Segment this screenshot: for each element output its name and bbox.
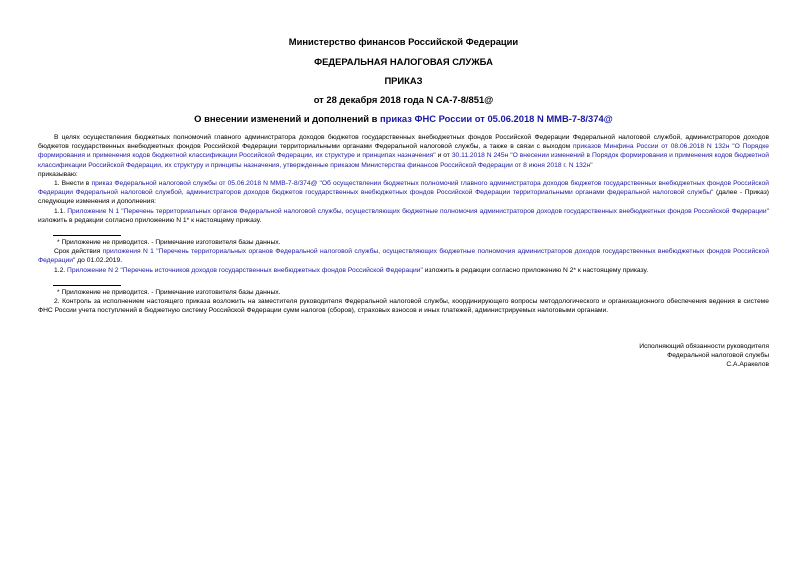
preamble-text-2: и от xyxy=(435,152,452,160)
item-1-2-text-1: 1.2. xyxy=(54,266,68,274)
term-text-1: Срок действия xyxy=(54,248,103,256)
item-1-1-paragraph xyxy=(38,207,769,225)
date-number-heading: от 28 декабря 2018 года N СА-7-8/851@ xyxy=(313,94,494,105)
item-2-paragraph: 2. Контроль за исполнением настоящего приказа возложить на заместителя руководителя Федеральной налоговой службы, координирующего вопросы методологического и организационного обеспечения ведения в системе ФНС России учета поступлений в бюджетную систему Российской Федерации сумм налогов (сборов), страховых взносов и иных платежей, администрируемых налоговыми органами. xyxy=(38,298,769,315)
item-1-text-1: 1. Внести в xyxy=(54,180,92,188)
subject-heading xyxy=(0,113,807,125)
term-text-2: до 01.02.2019. xyxy=(75,257,123,265)
item-1-1-text-2: изложить в редакции согласно приложению N 1* к настоящему приказу. xyxy=(38,216,262,224)
signature-name: С.А.Аракелов xyxy=(726,361,769,369)
preamble-paragraph xyxy=(38,133,769,170)
signature-organization: Федеральной налоговой службы xyxy=(667,352,769,360)
doc-type-heading: ПРИКАЗ xyxy=(384,75,423,86)
document-body xyxy=(38,133,769,315)
item-1-link[interactable]: приказ Федеральной налоговой службы от 05.06.2018 N ММВ-7-8/374@ "Об осуществлении бюджетных полномочий главного администратора доходов бюджетов государственных внебюджетных фондов Российской Федерации Федеральной налоговой службой, администраторов доходов бюджетов государственных внебюджетных фондов Российской Федерации территориальными органами федеральной налоговой службы" xyxy=(38,180,769,197)
preamble-link-2[interactable]: 30.11.2018 N 245н "О внесении изменений в Порядок формирования и применения кодов бюджетной классификации Российской Федерации, их структуру и принципы назначения, утвержденные приказом Министерства финансов Российской Федерации от 8 июня 2018 г. N 132н" xyxy=(38,152,770,169)
signature-block xyxy=(400,342,769,370)
item-1-1-text-1: 1.1. xyxy=(54,207,68,215)
subject-prefix: О внесении изменений и дополнений в xyxy=(194,113,381,124)
ministry-heading: Министерство финансов Российской Федерации xyxy=(288,36,519,47)
term-paragraph xyxy=(38,247,769,265)
footnote-2: * Приложение не приводится. - Примечание изготовителя базы данных. xyxy=(57,288,281,296)
preamble-link-1[interactable]: приказов Минфина России от 08.06.2018 N 132н "О Порядке формирования и применения кодов бюджетной классификации Российской Федерации, их структуре и принципах назначения" xyxy=(38,143,769,160)
footnote-divider-2 xyxy=(53,285,121,286)
item-1-paragraph xyxy=(38,179,769,207)
signature-position: Исполняющий обязанности руководителя xyxy=(639,343,769,350)
item-1-2-link[interactable]: Приложение N 2 "Перечень источников доходов государственных внебюджетных фондов Российской Федерации" xyxy=(67,266,423,274)
item-1-2-paragraph xyxy=(38,266,769,275)
item-1-1-link[interactable]: Приложение N 1 "Перечень территориальных органов Федеральной налоговой службы, осуществляющих бюджетные полномочия администраторов доходов государственных внебюджетных фондов Российской Федерации" xyxy=(67,207,769,215)
service-heading: ФЕДЕРАЛЬНАЯ НАЛОГОВАЯ СЛУЖБА xyxy=(314,56,493,67)
item-1-2-text-2: изложить в редакции согласно приложению N 2* к настоящему приказу. xyxy=(422,266,649,274)
subject-link[interactable]: приказ ФНС России от 05.06.2018 N ММВ-7-8/374@ xyxy=(380,113,613,124)
preamble-text-1: В целях осуществления бюджетных полномочий главного администратора доходов бюджетов государственных внебюджетных фондов Российской Федерации Федеральной налоговой службой, администраторов доходов бюджетов государственных внебюджетных фондов Российской Федерации территориальными органами Федеральной налоговой службы, а также в связи с выходом xyxy=(38,134,769,151)
item-1-text-2: (далее - Приказ) следующие изменения и дополнения: xyxy=(38,189,769,206)
order-word: приказываю: xyxy=(38,170,78,178)
term-link[interactable]: приложения N 1 "Перечень территориальных органов Федеральной налоговой службы, осуществляющих бюджетные полномочия администраторов доходов государственных внебюджетных фондов Российской Федерации" xyxy=(38,248,769,265)
footnote-1: * Приложение не приводится. - Примечание изготовителя базы данных. xyxy=(57,239,281,247)
footnote-divider-1 xyxy=(53,235,121,236)
